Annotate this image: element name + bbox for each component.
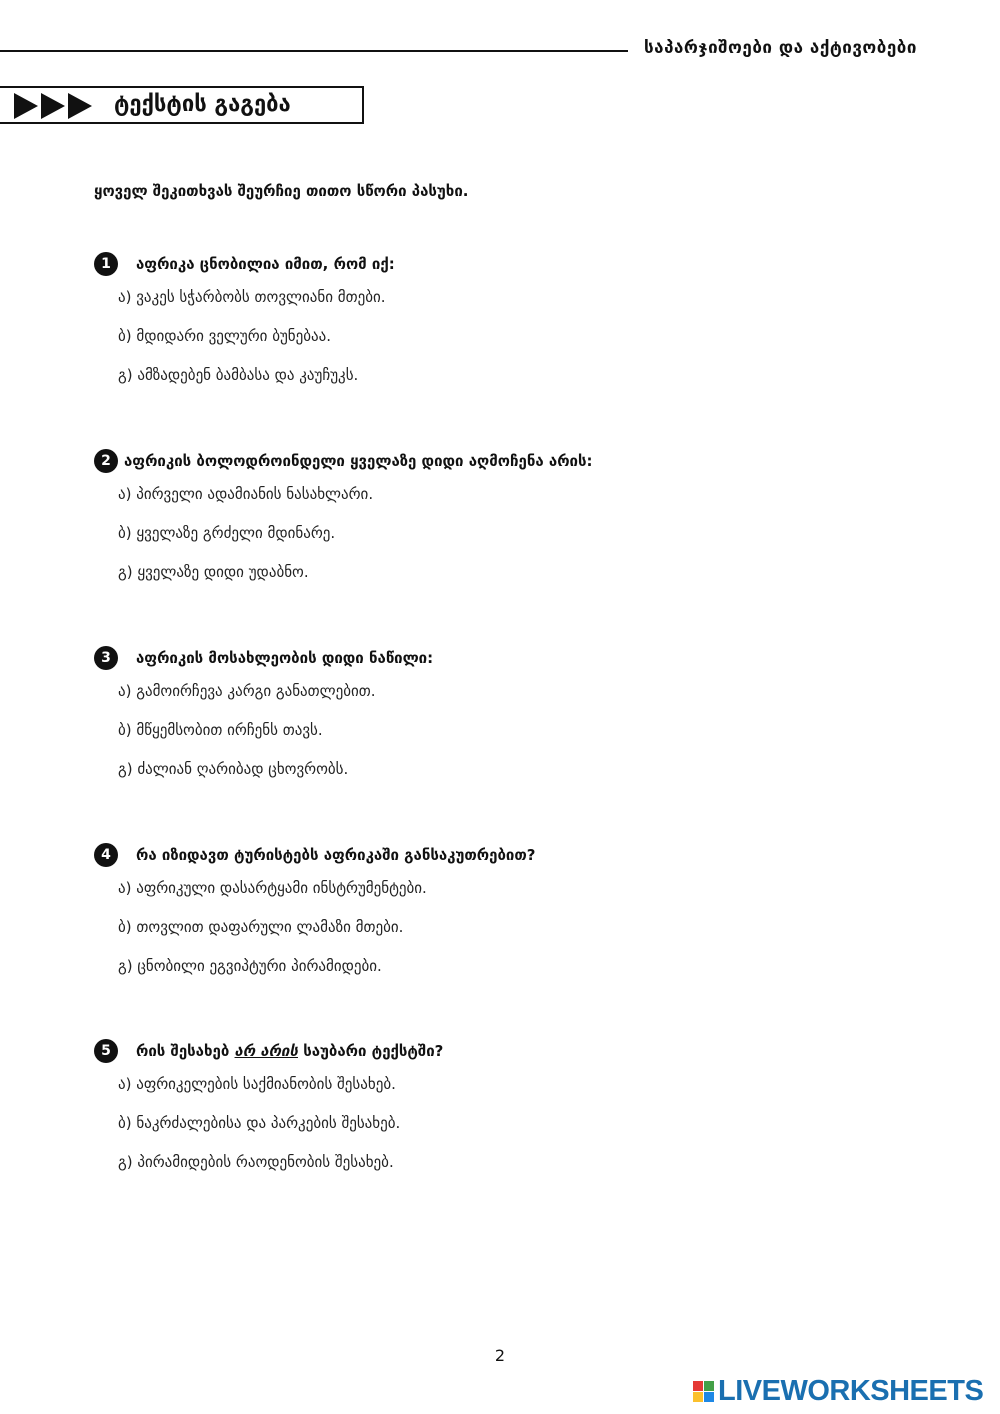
question-text: აფრიკა ცნობილია იმით, რომ იქ: [136, 255, 395, 273]
question-number-badge: 1 [94, 252, 118, 276]
answer-option[interactable]: ბ) თოვლით დაფარული ლამაზი მთები. [118, 918, 404, 936]
answer-option[interactable]: გ) ყველაზე დიდი უდაბნო. [118, 563, 309, 581]
question-text-start: რის შესახებ [136, 1042, 230, 1060]
header-title: საპარჯიშოები და აქტივობები [644, 38, 917, 58]
answer-option[interactable]: გ) ძალიან ღარიბად ცხოვრობს. [118, 760, 349, 778]
question-4 [94, 841, 974, 995]
page-number: 2 [494, 1346, 506, 1365]
question-1 [94, 250, 974, 404]
question-number-badge: 3 [94, 646, 118, 670]
answer-option[interactable]: გ) ამზადებენ ბამბასა და კაუჩუკს. [118, 366, 359, 384]
section-title: ტექსტის გაგება [114, 92, 291, 117]
header-rule [0, 50, 628, 52]
question-3 [94, 644, 974, 798]
question-text: რა იზიდავთ ტურისტებს აფრიკაში განსაკუთრებით? [136, 846, 536, 864]
question-number-badge: 5 [94, 1039, 118, 1063]
question-text: აფრიკის ბოლოდროინდელი ყველაზე დიდი აღმოჩენა არის: [124, 452, 593, 470]
answer-option[interactable]: ა) პირველი ადამიანის ნასახლარი. [118, 485, 374, 503]
question-text-end: საუბარი ტექსტში? [303, 1042, 444, 1060]
question-2 [94, 447, 974, 601]
answer-option[interactable]: ა) აფრიკული დასარტყამი ინსტრუმენტები. [118, 879, 427, 897]
triple-arrow-icon [14, 93, 95, 119]
answer-option[interactable]: გ) ცნობილი ეგვიპტური პირამიდები. [118, 957, 382, 975]
answer-option[interactable]: ა) აფრიკელების საქმიანობის შესახებ. [118, 1075, 396, 1093]
section-heading-box [0, 86, 364, 124]
answer-option[interactable]: ა) ვაკეს სჭარბობს თოვლიანი მთები. [118, 288, 386, 306]
question-text: აფრიკის მოსახლეობის დიდი ნაწილი: [136, 649, 434, 667]
answer-option[interactable]: ბ) მდიდარი ველური ბუნებაა. [118, 327, 332, 345]
question-text [136, 1042, 443, 1060]
answer-option[interactable]: ბ) ყველაზე გრძელი მდინარე. [118, 524, 336, 542]
instruction-text: ყოველ შეკითხვას შეურჩიე თითო სწორი პასუხი. [94, 182, 469, 200]
logo-text: LIVEWORKSHEETS [718, 1374, 984, 1407]
question-5 [94, 1037, 974, 1191]
question-number-badge: 4 [94, 843, 118, 867]
logo-mark-icon [693, 1381, 714, 1402]
answer-option[interactable]: ბ) მწყემსობით ირჩენს თავს. [118, 721, 323, 739]
question-text-emphasis: არ არის [234, 1042, 298, 1060]
answer-option[interactable]: ა) გამოირჩევა კარგი განათლებით. [118, 682, 376, 700]
answer-option[interactable]: ბ) ნაკრძალებისა და პარკების შესახებ. [118, 1114, 401, 1132]
liveworksheets-logo [693, 1376, 983, 1406]
question-number-badge: 2 [94, 449, 118, 473]
answer-option[interactable]: გ) პირამიდების რაოდენობის შესახებ. [118, 1153, 394, 1171]
